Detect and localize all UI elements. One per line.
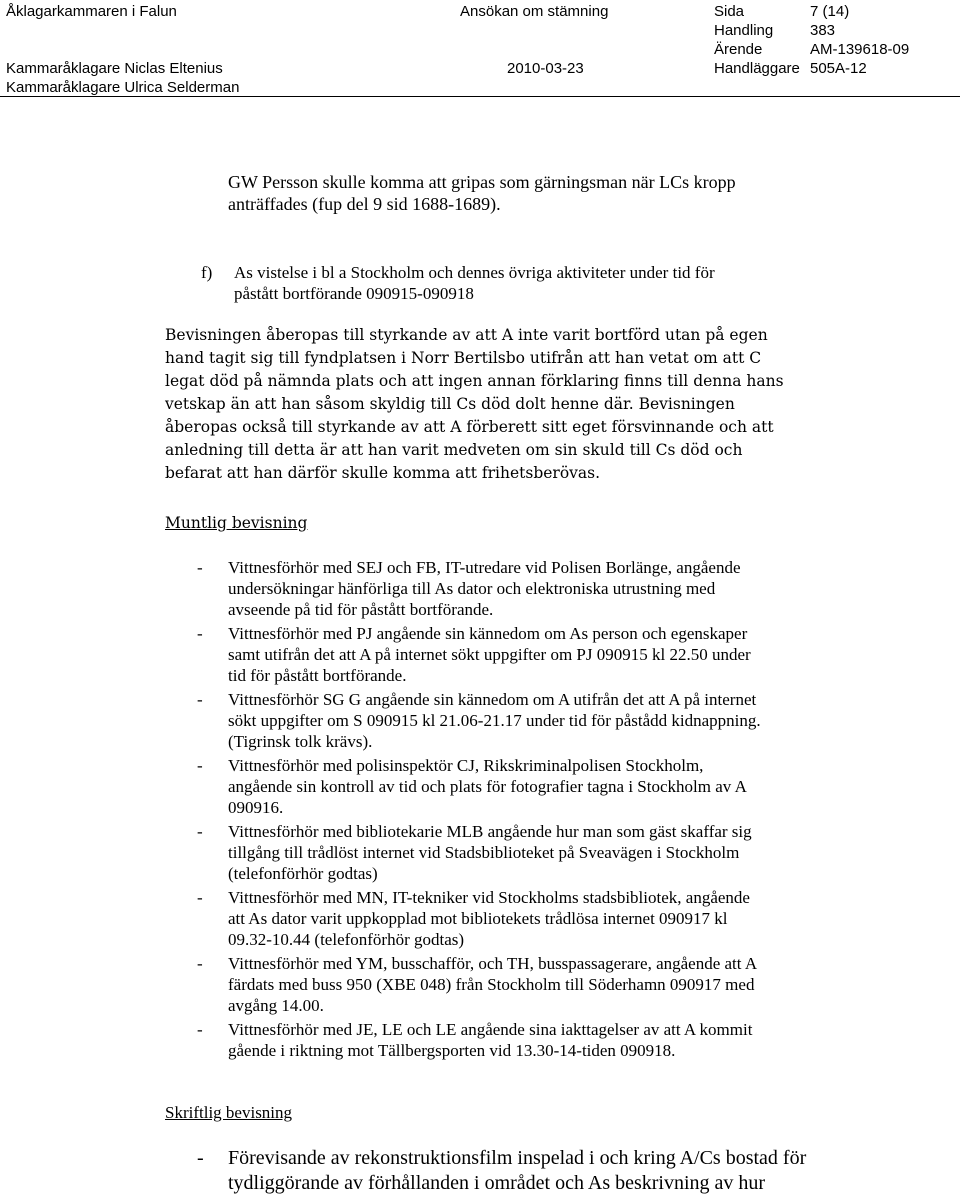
evidence-line: anledning till detta är att han varit medveten om sin skuld till Cs död och bbox=[165, 441, 743, 459]
intro-line: GW Persson skulle komma att gripas som gärningsman när LCs kropp bbox=[228, 172, 736, 192]
prosecutor-2: Kammaråklagare Ulrica Selderman bbox=[6, 79, 240, 96]
list-dash: - bbox=[197, 756, 203, 775]
list-dash: - bbox=[197, 1147, 204, 1169]
list-item-line: tid för påstått bortförande. bbox=[228, 666, 407, 685]
sida-value: 7 (14) bbox=[810, 3, 850, 20]
evidence-line: hand tagit sig till fyndplatsen i Norr Bertilsbo utifrån att han vetat om att C bbox=[165, 349, 762, 367]
list-item-line: 09.32-10.44 (telefonförhör godtas) bbox=[228, 930, 465, 949]
handlaggare-label: Handläggare bbox=[714, 60, 800, 77]
header-divider bbox=[0, 96, 960, 97]
arende-label: Ärende bbox=[714, 41, 763, 58]
evidence-line: vetskap än att han såsom skyldig till Cs död dolt henne där. Bevisningen bbox=[165, 395, 735, 413]
list-item-line: Vittnesförhör SG G angående sin kännedom om A utifrån det att A på internet bbox=[228, 690, 757, 709]
list-item-line: samt utifrån det att A på internet sökt uppgifter om PJ 090915 kl 22.50 under bbox=[228, 645, 751, 664]
list-item-line: sökt uppgifter om S 090915 kl 21.06-21.17 under tid för påstådd kidnappning. bbox=[228, 711, 761, 730]
skriftlig-heading: Skriftlig bevisning bbox=[165, 1103, 293, 1122]
list-item-line: Vittnesförhör med PJ angående sin kännedom om As person och egenskaper bbox=[228, 624, 748, 643]
handlaggare-value: 505A-12 bbox=[810, 60, 867, 77]
evidence-line: befarat att han därför skulle komma att frihetsberövas. bbox=[165, 464, 601, 482]
list-dash: - bbox=[197, 888, 203, 907]
handling-label: Handling bbox=[714, 22, 774, 39]
intro-paragraph bbox=[228, 171, 736, 215]
page-header bbox=[0, 0, 960, 98]
evidence-paragraph bbox=[165, 324, 784, 485]
list-item bbox=[228, 1146, 806, 1196]
list-item-line: Vittnesförhör med MN, IT-tekniker vid Stockholms stadsbibliotek, angående bbox=[228, 888, 750, 907]
list-item-line: Vittnesförhör med YM, busschafför, och TH, busspassagerare, angående att A bbox=[228, 954, 758, 973]
list-dash: - bbox=[197, 954, 203, 973]
section-heading-line: As vistelse i bl a Stockholm och dennes övriga aktiviteter under tid för bbox=[234, 263, 715, 282]
list-dash: - bbox=[197, 624, 203, 643]
org-name: Åklagarkammaren i Falun bbox=[6, 3, 177, 20]
list-dash: - bbox=[197, 822, 203, 841]
section-letter: f) bbox=[201, 263, 213, 282]
handling-value: 383 bbox=[810, 22, 836, 39]
muntlig-heading: Muntlig bevisning bbox=[165, 514, 308, 532]
list-dash: - bbox=[197, 558, 203, 577]
prosecutor-1: Kammaråklagare Niclas Eltenius bbox=[6, 60, 223, 77]
sida-label: Sida bbox=[714, 3, 745, 20]
section-heading bbox=[234, 262, 715, 304]
list-item-line: Förevisande av rekonstruktionsfilm inspelad i och kring A/Cs bostad för bbox=[228, 1147, 807, 1169]
list-item-line: Vittnesförhör med bibliotekarie MLB angående hur man som gäst skaffar sig bbox=[228, 822, 752, 841]
doc-type: Ansökan om stämning bbox=[460, 3, 609, 20]
list-item-line: avgång 14.00. bbox=[228, 996, 324, 1015]
list-item-line: avseende på tid för påstått bortförande. bbox=[228, 600, 494, 619]
list-item-line: tydliggörande av förhållanden i området och As beskrivning av hur bbox=[228, 1172, 766, 1194]
arende-value: AM-139618-09 bbox=[810, 41, 910, 58]
doc-date: 2010-03-23 bbox=[507, 60, 584, 77]
list-item-line: gående i riktning mot Tällbergsporten vid 13.30-14-tiden 090918. bbox=[228, 1041, 676, 1060]
list-item-line: undersökningar hänförliga till As dator och elektroniska utrustning med bbox=[228, 579, 716, 598]
list-item-line: (telefonförhör godtas) bbox=[228, 864, 378, 883]
evidence-line: Bevisningen åberopas till styrkande av att A inte varit bortförd utan på egen bbox=[165, 326, 768, 344]
intro-line: anträffades (fup del 9 sid 1688-1689). bbox=[228, 194, 501, 214]
list-dash: - bbox=[197, 690, 203, 709]
section-heading-line: påstått bortförande 090915-090918 bbox=[234, 284, 474, 303]
list-item-line: tillgång till trådlöst internet vid Stadsbiblioteket på Sveavägen i Stockholm bbox=[228, 843, 740, 862]
list-item-line: färdats med buss 950 (XBE 048) från Stockholm till Söderhamn 090917 med bbox=[228, 975, 755, 994]
list-item-line: Vittnesförhör med SEJ och FB, IT-utredare vid Polisen Borlänge, angående bbox=[228, 558, 741, 577]
list-item-line: 090916. bbox=[228, 798, 284, 817]
list-item-line: Vittnesförhör med polisinspektör CJ, Rikskriminalpolisen Stockholm, bbox=[228, 756, 704, 775]
list-item-line: angående sin kontroll av tid och plats för fotografier tagna i Stockholm av A bbox=[228, 777, 747, 796]
list-item-line: att As dator varit uppkopplad mot bibliotekets trådlösa internet 090917 kl bbox=[228, 909, 728, 928]
list-dash: - bbox=[197, 1020, 203, 1039]
list-item-line: (Tigrinsk tolk krävs). bbox=[228, 732, 373, 751]
evidence-line: åberopas också till styrkande av att A förberett sitt eget försvinnande och att bbox=[165, 418, 774, 436]
evidence-line: legat död på nämnda plats och att ingen annan förklaring finns till denna hans bbox=[165, 372, 784, 390]
list-item-line: Vittnesförhör med JE, LE och LE angående sina iakttagelser av att A kommit bbox=[228, 1020, 753, 1039]
